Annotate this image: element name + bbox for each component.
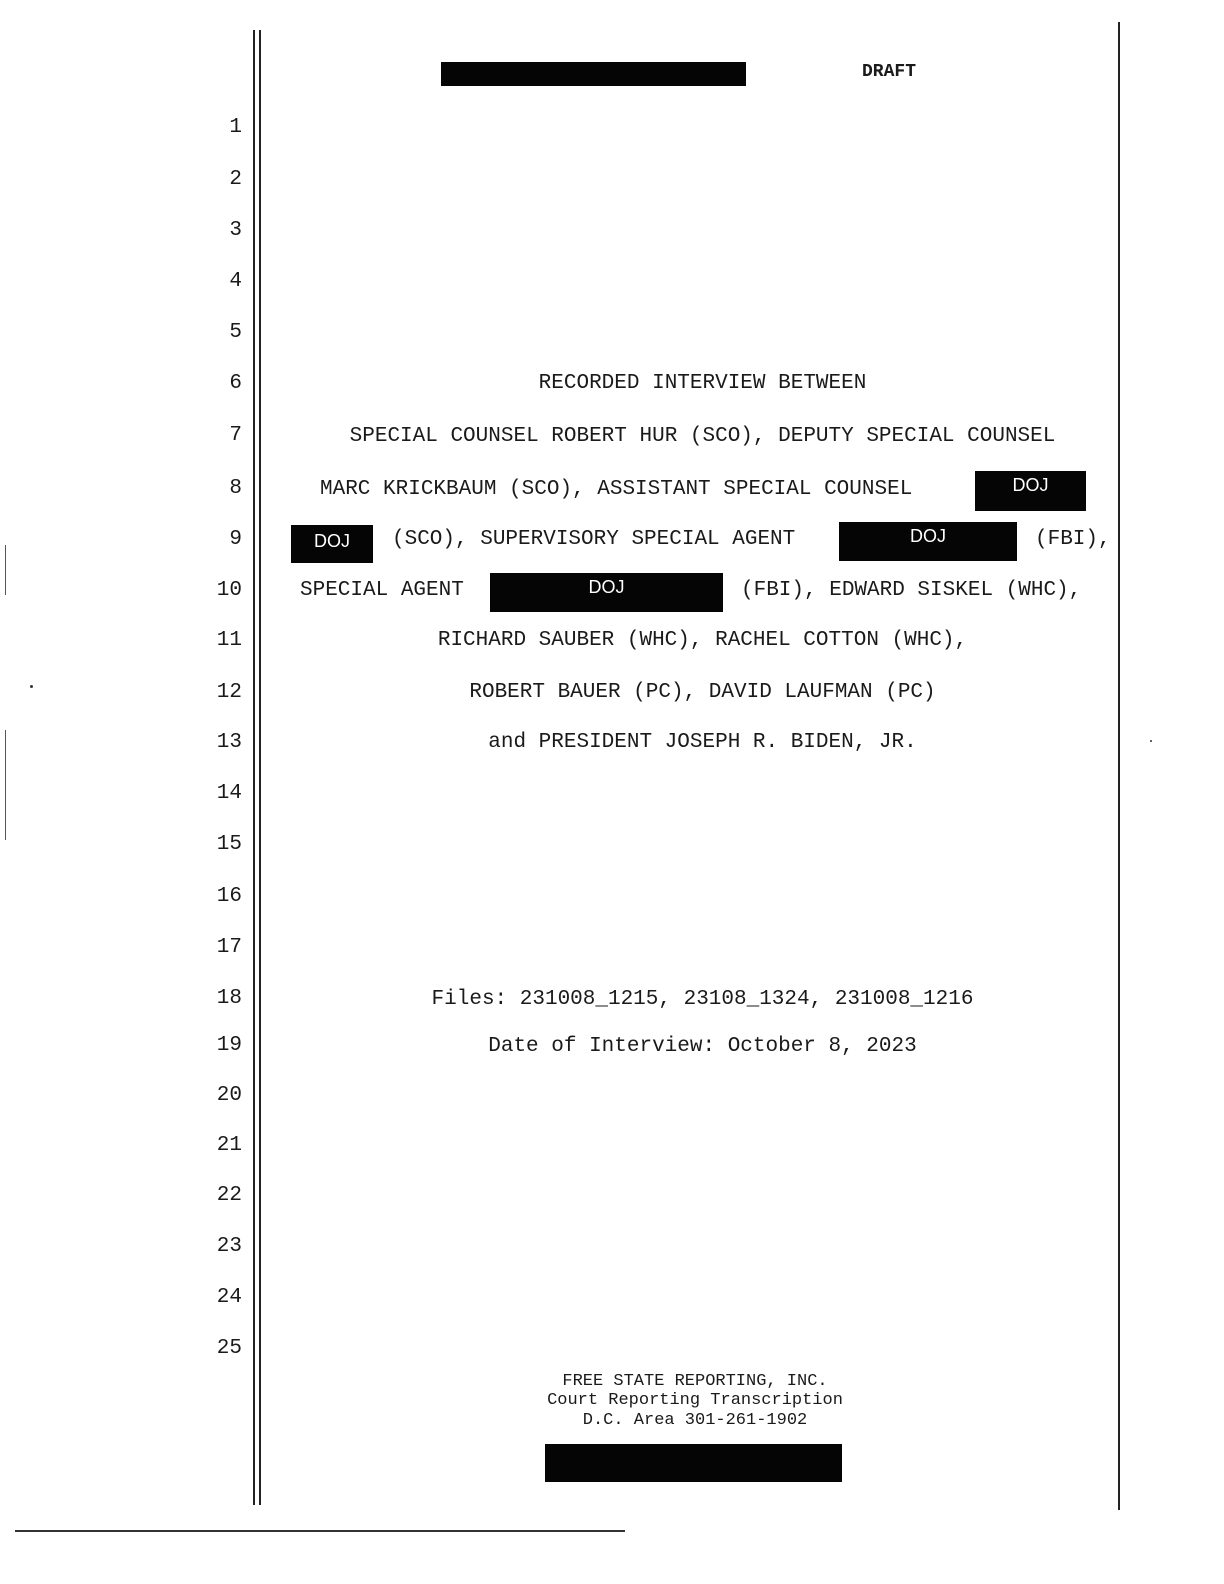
header-redaction (441, 62, 746, 86)
redaction-line-9-left (291, 525, 373, 563)
participants-line-13: and PRESIDENT JOSEPH R. BIDEN, JR. (488, 731, 917, 754)
participants-line-8: MARC KRICKBAUM (SCO), ASSISTANT SPECIAL COUNSEL (320, 478, 913, 501)
footer-services: Court Reporting Transcription (547, 1391, 843, 1410)
files-line: Files: 231008_1215, 23108_1324, 231008_1216 (431, 988, 974, 1011)
redaction-tag: DOJ (1012, 475, 1049, 495)
footer-redaction (545, 1444, 842, 1482)
line-number: 21 (216, 1134, 242, 1157)
line-number: 24 (216, 1286, 242, 1309)
line-number: 16 (216, 885, 242, 908)
line-number: 4 (229, 270, 242, 293)
redaction-line-8 (975, 471, 1086, 511)
line-number: 20 (216, 1084, 242, 1107)
line-number: 9 (229, 528, 242, 551)
line-number: 2 (229, 168, 242, 191)
line-number: 14 (216, 782, 242, 805)
line-number: 19 (216, 1034, 242, 1057)
left-margin-rule-outer (253, 30, 255, 1505)
line-number: 13 (216, 731, 242, 754)
line-number: 6 (229, 372, 242, 395)
participants-line-7: SPECIAL COUNSEL ROBERT HUR (SCO), DEPUTY SPECIAL COUNSEL (349, 425, 1056, 448)
left-margin-rule-inner (259, 30, 261, 1505)
redaction-tag: DOJ (314, 531, 350, 551)
footer-phone: D.C. Area 301-261-1902 (582, 1411, 808, 1430)
interview-title: RECORDED INTERVIEW BETWEEN (538, 372, 867, 395)
line-number: 8 (229, 477, 242, 500)
participants-line-10a: SPECIAL AGENT (300, 579, 464, 602)
scan-dot (1150, 740, 1152, 742)
draft-label: DRAFT (862, 62, 917, 82)
scan-mark (5, 730, 6, 840)
line-number: 23 (216, 1235, 242, 1258)
redaction-line-10 (490, 573, 723, 612)
participants-line-12: ROBERT BAUER (PC), DAVID LAUFMAN (PC) (469, 681, 936, 704)
line-number: 3 (229, 219, 242, 242)
interview-date: Date of Interview: October 8, 2023 (488, 1035, 917, 1058)
participants-line-10b: (FBI), EDWARD SISKEL (WHC), (741, 579, 1082, 602)
line-number: 7 (229, 424, 242, 447)
line-number: 22 (216, 1184, 242, 1207)
redaction-line-9-right (839, 522, 1017, 561)
scan-dot (30, 685, 33, 688)
redaction-tag: DOJ (588, 577, 625, 597)
bottom-rule (15, 1530, 625, 1532)
redaction-tag: DOJ (910, 526, 946, 546)
scan-mark (5, 545, 6, 595)
participants-line-11: RICHARD SAUBER (WHC), RACHEL COTTON (WHC), (437, 629, 968, 652)
line-number: 17 (216, 936, 242, 959)
right-margin-rule (1118, 22, 1120, 1510)
line-number: 5 (229, 321, 242, 344)
participants-line-9a: (SCO), SUPERVISORY SPECIAL AGENT (392, 528, 796, 551)
footer-company: FREE STATE REPORTING, INC. (562, 1372, 828, 1391)
line-number: 15 (216, 833, 242, 856)
line-number: 12 (216, 681, 242, 704)
line-number: 11 (216, 629, 242, 652)
line-number: 10 (216, 579, 242, 602)
line-number: 1 (229, 116, 242, 139)
line-number: 25 (216, 1337, 242, 1360)
line-number: 18 (216, 987, 242, 1010)
participants-line-9b: (FBI), (1035, 528, 1111, 551)
